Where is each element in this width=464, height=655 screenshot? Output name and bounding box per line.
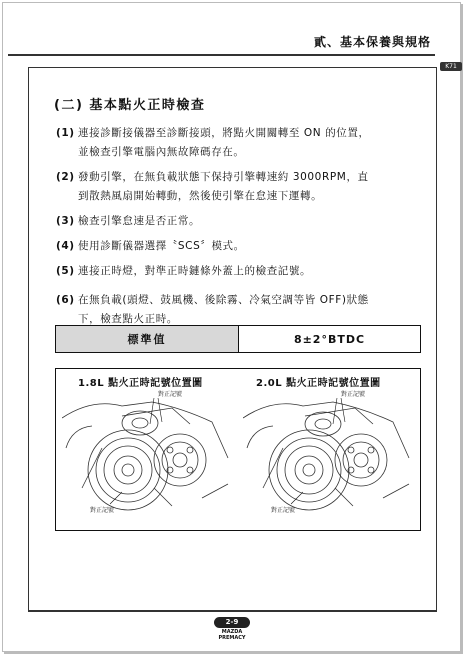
diagram-label-bottom: 對正記號 — [271, 507, 296, 514]
timing-mark-diagram-20l — [243, 388, 411, 516]
spec-label: 標準值 — [56, 326, 239, 352]
step-number: (6) — [56, 294, 75, 306]
step-item — [56, 237, 426, 256]
chapter-title: 貳、基本保養與規格 — [313, 35, 431, 49]
footer-brand: MAZDA PREMACY — [218, 629, 246, 641]
step-number: (3) — [56, 215, 75, 227]
step-text: 檢查引擎怠速是否正常。 — [78, 215, 201, 227]
step-number: (4) — [56, 240, 75, 252]
step-item — [56, 124, 426, 162]
diagram-label-top: 對正記號 — [341, 391, 366, 398]
section-title: (二) 基本點火正時檢查 — [54, 98, 206, 113]
spec-table — [55, 325, 421, 353]
step-text: 在無負載(頭燈、鼓風機、後除霧、冷氣空調等皆 OFF)狀態 — [78, 294, 369, 306]
diagram-title-18l: 1.8L 點火正時記號位置圖 — [78, 378, 203, 389]
step-text: 連接診斷接儀器至診斷接頭，將點火開關轉至 ON 的位置， — [78, 127, 370, 139]
step-text: 連接正時燈，對準正時鏈條外蓋上的檢查記號。 — [78, 265, 312, 277]
page-header — [8, 28, 435, 56]
step-item — [56, 168, 426, 206]
timing-mark-diagram-18l — [62, 388, 230, 516]
header-rule — [8, 54, 435, 56]
page-number: 2-9 — [214, 617, 250, 628]
step-text-cont: 下，檢查點火正時。 — [78, 313, 178, 325]
step-text-cont: 到散熱風扇開始轉動，然後使引擎在怠速下運轉。 — [78, 190, 323, 202]
step-text-cont: 並檢查引擎電腦內無故障碼存在。 — [78, 146, 245, 158]
step-item — [56, 262, 426, 281]
step-number: (5) — [56, 265, 75, 277]
step-item — [56, 291, 426, 329]
diagram-label-bottom: 對正記號 — [90, 507, 115, 514]
step-number: (1) — [56, 127, 75, 139]
diagram-label-top: 對正記號 — [158, 391, 183, 398]
steps-list — [56, 124, 426, 335]
step-item — [56, 212, 426, 231]
step-text: 使用診斷儀器選擇〝SCS〞模式。 — [78, 240, 245, 252]
step-number: (2) — [56, 171, 75, 183]
step-text: 發動引擎，在無負載狀態下保持引擎轉速約 3000RPM，直 — [78, 171, 369, 183]
footer-rule — [28, 610, 436, 612]
spec-value: 8±2°BTDC — [293, 332, 366, 346]
page-number-badge — [214, 617, 250, 641]
diagram-title-20l: 2.0L 點火正時記號位置圖 — [256, 378, 381, 389]
header-tab-badge: K71 — [440, 62, 462, 71]
